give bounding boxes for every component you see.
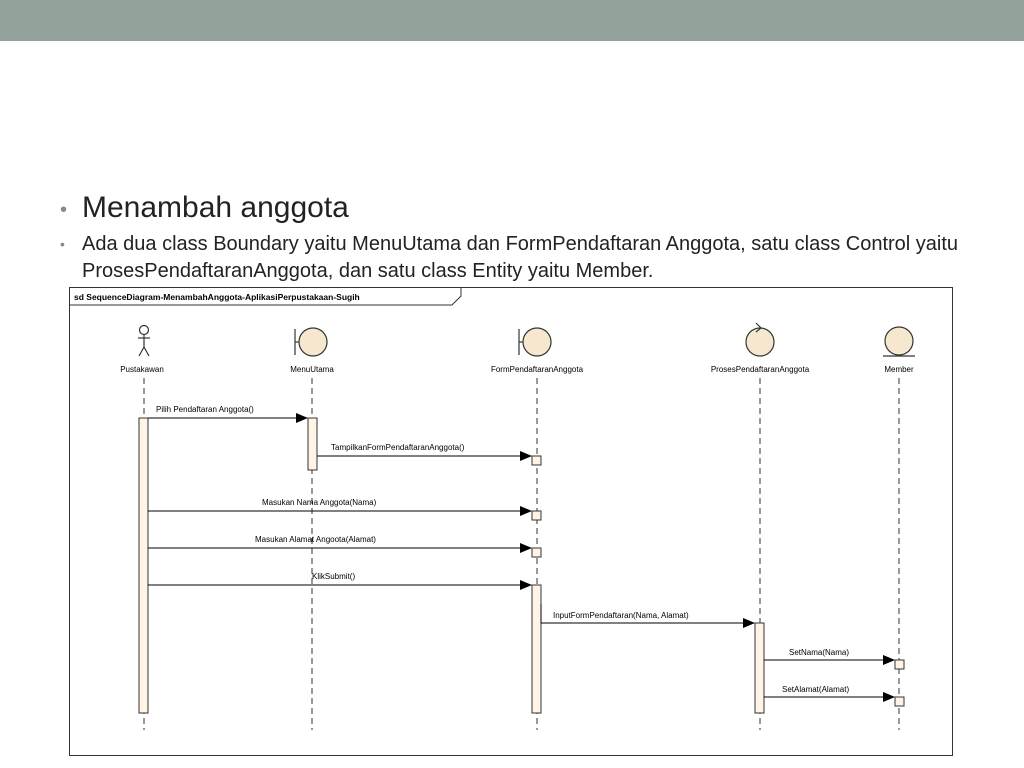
top-banner xyxy=(0,0,1024,41)
bullet-heading-text: Menambah anggota xyxy=(82,191,349,224)
bullet-dot-icon: • xyxy=(60,236,65,252)
activation-bar-pustakawan xyxy=(139,418,148,713)
execution-box xyxy=(895,697,904,706)
bullet-heading xyxy=(60,190,960,226)
message-label: Masukan Nama Anggota(Nama) xyxy=(262,498,377,507)
activation-bar-prosespendaftarananggota xyxy=(755,623,764,713)
bullet-description xyxy=(60,231,960,285)
bullet-list xyxy=(60,190,960,285)
execution-box xyxy=(532,548,541,557)
lifeline-label-member: Member xyxy=(884,365,914,374)
message-label: SetAlamat(Alamat) xyxy=(782,685,850,694)
activation-bar-menuutama xyxy=(308,418,317,470)
lifeline-label-menuutama: MenuUtama xyxy=(290,365,334,374)
boundary-icon xyxy=(519,328,551,356)
message-label: SetNama(Nama) xyxy=(789,648,850,657)
message-label: TampilkanFormPendaftaranAnggota() xyxy=(331,443,465,452)
bullet-dot-icon: • xyxy=(60,199,68,221)
activation-bar-formpendaftarananggota xyxy=(532,585,541,713)
entity-icon xyxy=(883,327,915,356)
boundary-icon xyxy=(295,328,327,356)
bullet-description-text: Ada dua class Boundary yaitu MenuUtama dan FormPendaftaran Anggota, satu class Control yaitu ProsesPendaftaranAnggota, dan satu class Entity yaitu Member. xyxy=(82,233,959,282)
message-label: InputFormPendaftaran(Nama, Alamat) xyxy=(553,611,689,620)
lifeline-label-formpendaftarananggota: FormPendaftaranAnggota xyxy=(490,365,584,374)
execution-box xyxy=(532,456,541,465)
actor-icon xyxy=(138,326,150,357)
lifeline-label-pustakawan: Pustakawan xyxy=(120,365,164,374)
lifeline-label-prosespendaftarananggota: ProsesPendaftaranAnggota xyxy=(710,365,810,374)
execution-box xyxy=(895,660,904,669)
message-label: Pilih Pendaftaran Anggota() xyxy=(156,405,254,414)
sequence-diagram xyxy=(69,287,953,756)
execution-box xyxy=(532,511,541,520)
control-icon xyxy=(746,323,774,356)
message-label: KlikSubmit() xyxy=(312,572,356,581)
frame-title: sd SequenceDiagram-MenambahAnggota-AplikasiPerpustakaan-Sugih xyxy=(74,292,360,302)
message-label: Masukan Alamat Angoota(Alamat) xyxy=(255,535,376,544)
sequence-diagram-canvas xyxy=(70,288,952,755)
